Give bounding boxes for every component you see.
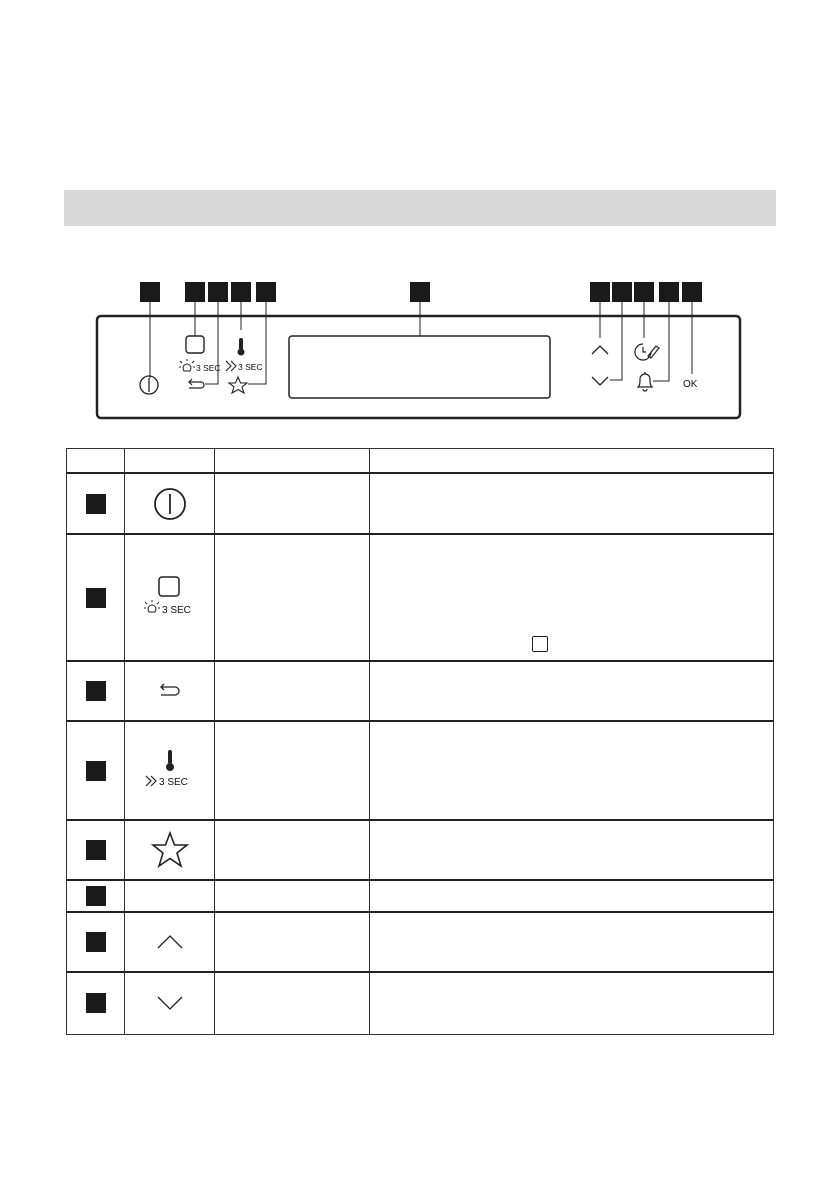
table-row — [67, 820, 774, 880]
table-row — [67, 534, 774, 661]
callout-square-7 — [590, 282, 610, 302]
panel-thermometer-icon — [238, 338, 245, 356]
controls-table — [66, 448, 774, 1035]
header-symbol — [125, 449, 215, 474]
panel-power-icon — [140, 376, 158, 394]
inline-square-icon — [532, 636, 548, 652]
number-square — [86, 886, 106, 906]
function-cell — [215, 820, 370, 880]
power-icon — [152, 486, 188, 522]
function-cell — [215, 880, 370, 912]
row-number-cell — [67, 661, 125, 721]
panel-bell-icon — [638, 372, 652, 391]
number-square — [86, 932, 106, 952]
symbol-cell — [125, 534, 215, 661]
number-square — [86, 681, 106, 701]
panel-chevron-up-icon — [592, 346, 608, 354]
function-cell — [215, 534, 370, 661]
row-number-cell — [67, 473, 125, 534]
table-row — [67, 880, 774, 912]
callout-leader-lines — [150, 302, 692, 384]
panel-back-arrow-icon — [189, 379, 204, 388]
description-cell — [370, 534, 774, 661]
callout-square-1 — [140, 282, 160, 302]
callout-square-6 — [410, 282, 430, 302]
panel-ok-label: OK — [683, 379, 698, 390]
callout-square-4 — [231, 282, 251, 302]
symbol-three-sec-label: 3 SEC — [158, 776, 188, 788]
number-square — [86, 494, 106, 514]
panel-chevron-down-icon — [592, 377, 608, 385]
symbol-cell — [125, 661, 215, 721]
panel-star-icon — [229, 377, 247, 393]
function-cell — [215, 721, 370, 820]
number-square — [86, 761, 106, 781]
callout-square-3 — [208, 282, 228, 302]
panel-fast-heat-icon — [226, 361, 236, 371]
chevron-up-icon — [156, 934, 184, 950]
callout-square-5 — [256, 282, 276, 302]
panel-three-sec-label-4: 3 SEC — [238, 362, 263, 372]
row-number-cell — [67, 721, 125, 820]
callout-square-9 — [634, 282, 654, 302]
panel-three-sec-label-2: 3 SEC — [196, 363, 221, 373]
row-number-cell — [67, 912, 125, 972]
square-light-icon — [140, 576, 200, 620]
header-number — [67, 449, 125, 474]
table-row — [67, 661, 774, 721]
table-row — [67, 473, 774, 534]
description-cell — [370, 661, 774, 721]
number-square — [86, 840, 106, 860]
star-icon — [150, 830, 190, 870]
description-cell — [370, 912, 774, 972]
header-function — [215, 449, 370, 474]
table-header-row — [67, 449, 774, 474]
chevron-down-icon — [156, 995, 184, 1011]
callout-square-8 — [612, 282, 632, 302]
table-row — [67, 721, 774, 820]
number-square — [86, 993, 106, 1013]
function-cell — [215, 972, 370, 1034]
row-number-cell — [67, 972, 125, 1034]
row-number-cell — [67, 820, 125, 880]
description-cell — [370, 820, 774, 880]
control-panel-figure — [0, 270, 840, 430]
table-row — [67, 972, 774, 1034]
callout-square-2 — [185, 282, 205, 302]
function-cell — [215, 473, 370, 534]
callout-square-10 — [659, 282, 679, 302]
symbol-cell — [125, 912, 215, 972]
symbol-cell — [125, 820, 215, 880]
header-description — [370, 449, 774, 474]
row-number-cell — [67, 534, 125, 661]
panel-clock-icon — [635, 344, 659, 360]
symbol-cell — [125, 880, 215, 912]
symbol-cell — [125, 972, 215, 1034]
control-panel-diagram — [0, 270, 840, 430]
display-window — [289, 336, 550, 398]
number-square — [86, 588, 106, 608]
description-cell — [370, 972, 774, 1034]
symbol-three-sec-label: 3 SEC — [161, 604, 191, 616]
description-cell — [370, 473, 774, 534]
symbol-cell — [125, 721, 215, 820]
row-number-cell — [67, 880, 125, 912]
back-arrow-icon — [158, 683, 182, 699]
function-cell — [215, 661, 370, 721]
thermometer-fast-heat-icon — [140, 749, 200, 793]
section-header-bar — [64, 190, 776, 226]
table-row — [67, 912, 774, 972]
description-cell — [370, 721, 774, 820]
description-cell — [370, 880, 774, 912]
function-cell — [215, 912, 370, 972]
callout-square-11 — [682, 282, 702, 302]
symbol-cell — [125, 473, 215, 534]
